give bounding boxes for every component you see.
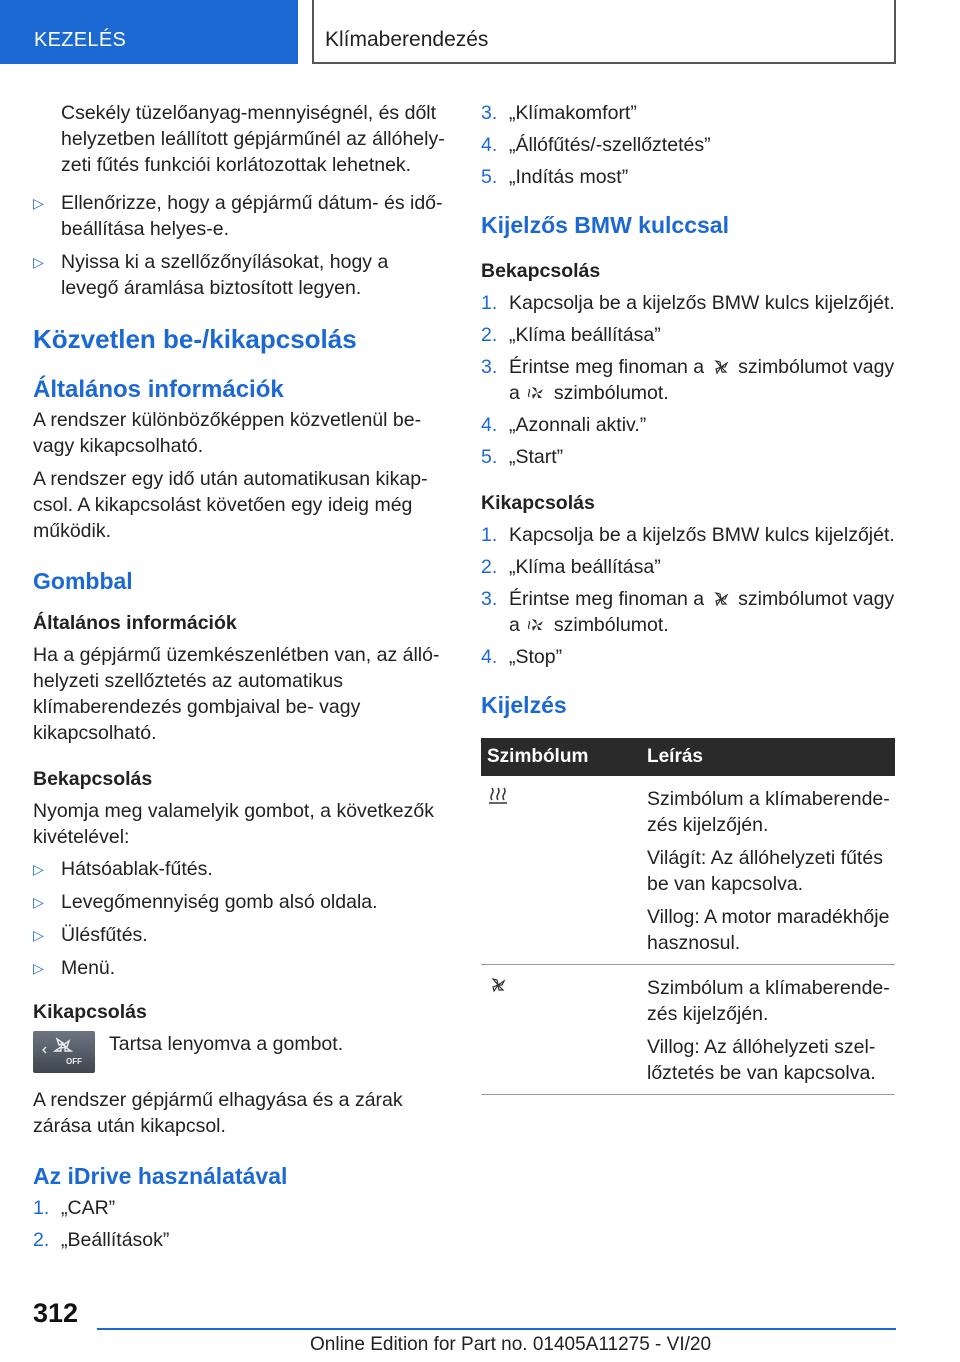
table-header-row [481, 738, 895, 776]
button-general-paragraph: Ha a gépjármű üzemkészenlétben van, az állóhelyzeti szellőztetés az automatikus klímaberendezés gombjaival be- vagy kikapcsolható. [33, 644, 440, 744]
list-item: ▷ Menü. [33, 957, 116, 979]
list-item: ▷ Hátsóablak-fűtés. [33, 858, 213, 880]
left-column [33, 100, 449, 1259]
general-paragraph-2: A rendszer egy idő után automatikusan kikapcsol. A kikapcsolást követően egy ideig még működik. [33, 468, 428, 542]
list-item: 5. „Start” [481, 446, 564, 468]
description-cell: Szimbólum a klímaberendezés kijelzőjén. Világít: Az állóhelyzeti fűtés be van kapcsolva. Villog: A motor maradékhője hasznosul. [641, 776, 895, 965]
heading-idrive: Az iDrive használatával [33, 1163, 288, 1189]
list-item: 2. „Klíma beállítása” [481, 556, 661, 578]
subheading-off: Kikapcsolás [33, 1001, 147, 1023]
button-on-paragraph: Nyomja meg valamelyik gombot, a következők kivételével: [33, 800, 434, 848]
list-item: ▷ Ellenőrizze, hogy a gépjármű dátum- és időbeállítása helyes-e. [33, 192, 443, 240]
general-paragraph-1: A rendszer különbözőképpen közvetlenül be- vagy kikapcsolható. [33, 409, 422, 457]
right-column [481, 100, 895, 1095]
auto-off-paragraph: A rendszer gépjármű elhagyása és a zárak zárása után kikapcsol. [33, 1089, 403, 1137]
triangle-bullet-icon: ▷ [33, 861, 44, 877]
table-row [481, 776, 895, 965]
column-header-symbol: Szimbólum [481, 738, 641, 776]
edition-note: Online Edition for Part no. 01405A11275 - VI/20 [310, 1334, 712, 1355]
triangle-bullet-icon: ▷ [33, 254, 44, 270]
list-item: ▷ Ülésfűtés. [33, 924, 148, 946]
fan-icon [710, 358, 732, 376]
off-instruction [33, 1031, 449, 1073]
intro-paragraph: Csekély tüzelőanyag-mennyiségnél, és dőlt helyzetben leállított gépjárműnél az állóhelyzeti fűtés funkciói korlátozottak lehetnek. [61, 102, 445, 176]
subheading-general: Általános információk [33, 612, 237, 634]
list-item: ▷ Levegőmennyiség gomb alsó oldala. [33, 891, 378, 913]
list-item: 2. „Beállítások” [33, 1229, 170, 1251]
list-item: 4. „Állófűtés/-szellőztetés” [481, 134, 711, 156]
list-item: 1. Kapcsolja be a kijelzős BMW kulcs kijelzőjét. [481, 524, 895, 546]
section-tab: KEZELÉS [0, 0, 298, 64]
list-item: 4. „Stop” [481, 646, 563, 668]
triangle-bullet-icon: ▷ [33, 894, 44, 910]
list-item: 4. „Azonnali aktiv.” [481, 414, 647, 436]
triangle-bullet-icon: ▷ [33, 960, 44, 976]
ventilation-off-button-icon [33, 1031, 95, 1073]
list-item: 1. „CAR” [33, 1197, 116, 1219]
list-item: 5. „Indítás most” [481, 166, 629, 188]
list-item: 3. Érintse meg finoman a szimbólumot vagy a szimbólumot. [481, 588, 895, 636]
heating-icon [487, 786, 509, 806]
subheading-key-off: Kikapcsolás [481, 492, 595, 514]
subheading-key-on: Bekapcsolás [481, 260, 601, 282]
heading-general-info: Általános információk [33, 376, 284, 403]
chapter-title: Klímaberendezés [312, 0, 896, 64]
subheading-on: Bekapcsolás [33, 768, 153, 790]
symbol-cell [481, 776, 641, 965]
list-item: 3. Érintse meg finoman a szimbólumot vagy a szimbólumot. [481, 356, 895, 404]
table-row [481, 965, 895, 1095]
list-item: ▷ Nyissa ki a szellőzőnyílásokat, hogy a levegő áramlása biztosított legyen. [33, 251, 389, 299]
triangle-bullet-icon: ▷ [33, 927, 44, 943]
fan-heating-icon [526, 384, 548, 402]
heading-direct-switch: Közvetlen be-/kikapcsolás [33, 324, 357, 354]
heading-display-key: Kijelzős BMW kulccsal [481, 212, 729, 238]
symbol-table [481, 738, 895, 1095]
button-off-paragraph: Tartsa lenyomva a gombot. [109, 1033, 344, 1055]
heading-with-button: Gombbal [33, 568, 133, 594]
column-header-description: Leírás [641, 738, 895, 776]
fan-icon [710, 590, 732, 608]
fan-icon [487, 975, 509, 995]
triangle-bullet-icon: ▷ [33, 195, 44, 211]
symbol-cell [481, 965, 641, 1095]
footer-rule [97, 1328, 896, 1330]
description-cell: Szimbólum a klímaberendezés kijelzőjén. Villog: Az állóhelyzeti szellőztetés be van kapcsolva. [641, 965, 895, 1095]
svg-text:OFF: OFF [66, 1057, 82, 1066]
heading-display: Kijelzés [481, 692, 567, 718]
list-item: 1. Kapcsolja be a kijelzős BMW kulcs kijelzőjét. [481, 292, 895, 314]
fan-heating-icon [526, 616, 548, 634]
list-item: 2. „Klíma beállítása” [481, 324, 661, 346]
list-item: 3. „Klímakomfort” [481, 102, 637, 124]
page-number: 312 [33, 1298, 79, 1328]
